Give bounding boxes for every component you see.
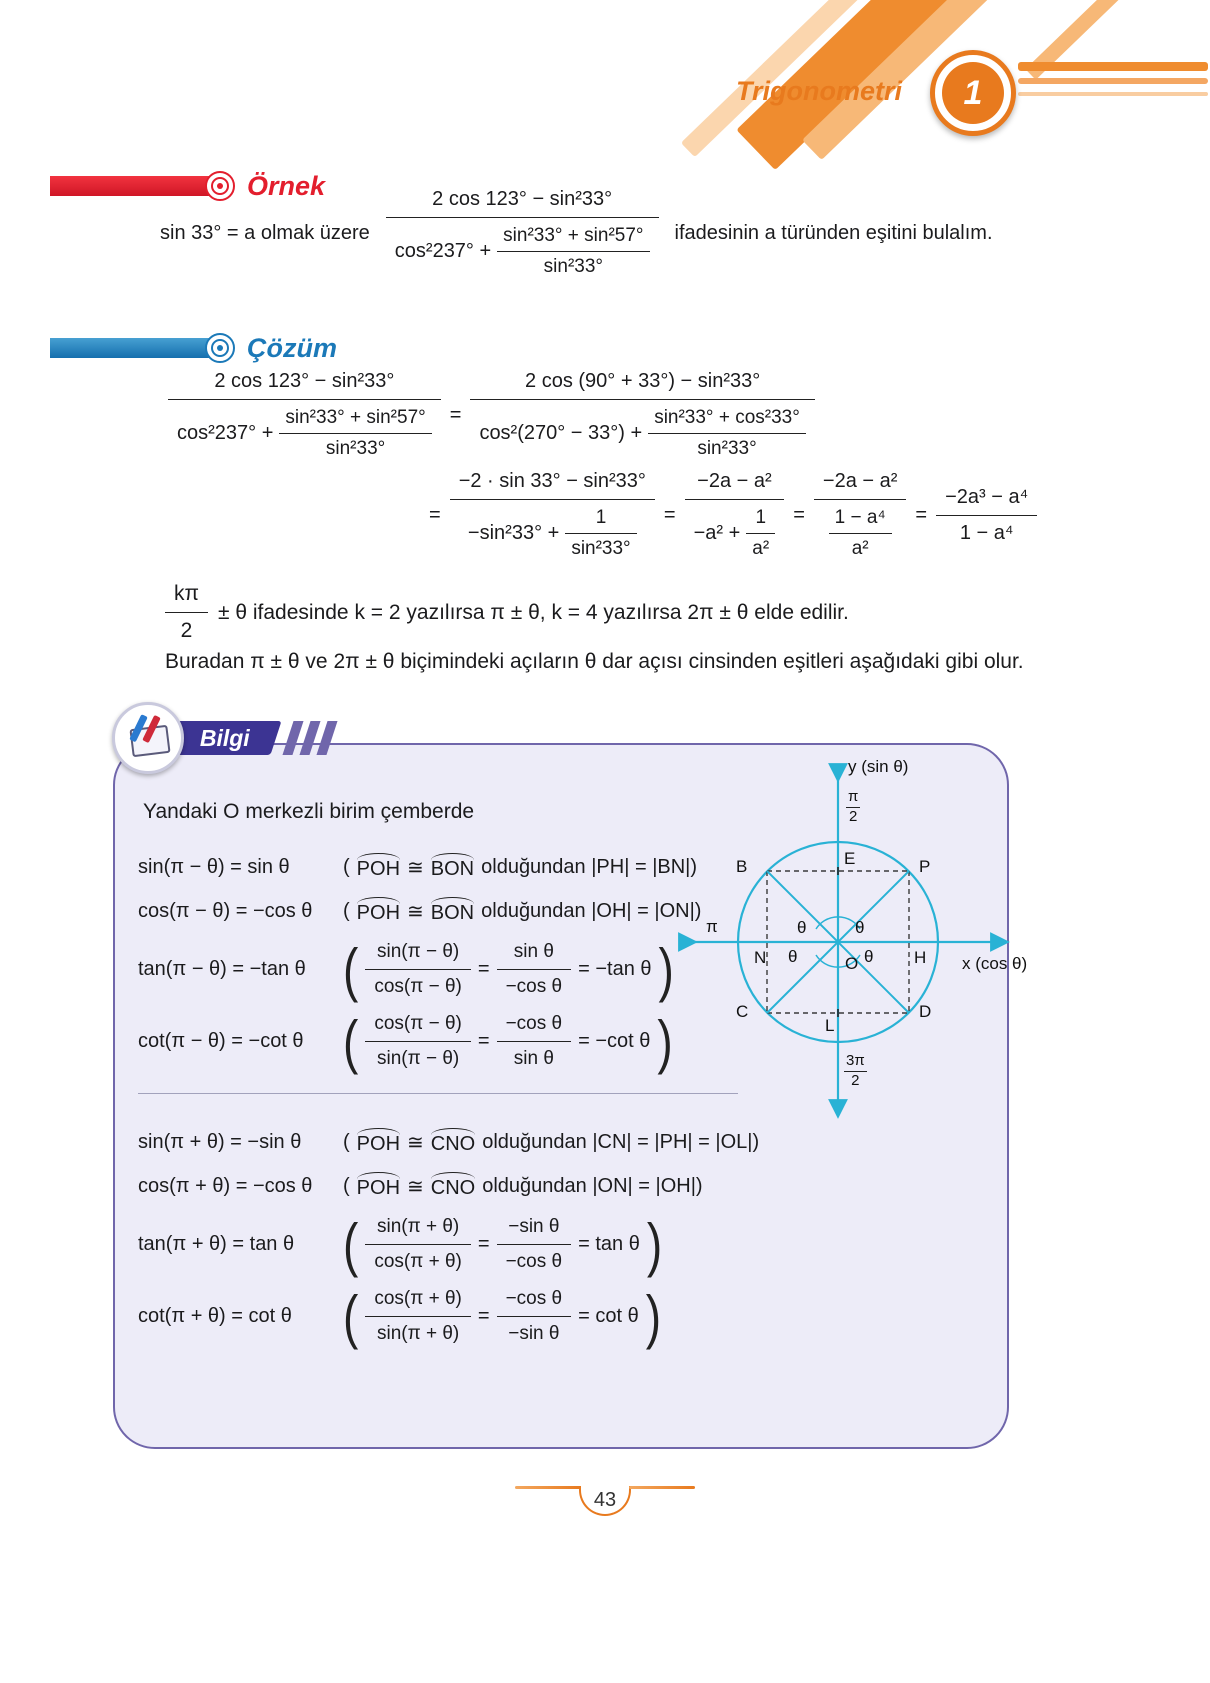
inner-fraction bbox=[829, 506, 892, 561]
inner-fraction bbox=[648, 406, 806, 461]
note-text: olduğundan |CN| = |PH| = |OL|) bbox=[482, 1130, 760, 1153]
congruent-symbol: ≅ bbox=[407, 1131, 424, 1154]
identity-formula: sin(π + θ) = −sin θ bbox=[138, 1130, 302, 1153]
numerator: 1 bbox=[746, 506, 775, 534]
identity-formula: cos(π + θ) = −cos θ bbox=[138, 1174, 313, 1197]
target-icon-dot bbox=[217, 345, 223, 351]
example-fraction bbox=[386, 186, 659, 281]
y-axis-label: y (sin θ) bbox=[848, 757, 909, 776]
equals-sign: = bbox=[915, 504, 928, 526]
equals-sign: = bbox=[477, 957, 490, 980]
denominator: −cos θ bbox=[505, 1250, 563, 1272]
paren: ( bbox=[343, 899, 350, 922]
identity-derivation bbox=[343, 1210, 663, 1278]
note-text: olduğundan |OH| = |ON|) bbox=[481, 899, 702, 922]
numerator: 1 bbox=[565, 506, 636, 534]
cozum-section-header bbox=[50, 330, 337, 366]
arc-angle: BON bbox=[431, 854, 474, 881]
numerator: sin²33° + sin²57° bbox=[497, 224, 649, 252]
kpi-note-text: ± θ ifadesinde k = 2 yazılırsa π ± θ, k = 4 yazılırsa 2π ± θ elde edilir. bbox=[218, 600, 849, 624]
solution-fraction bbox=[936, 484, 1037, 547]
equals-sign: = bbox=[663, 504, 676, 526]
chapter-number: 1 bbox=[942, 62, 1004, 124]
equals-sign: = bbox=[477, 1304, 490, 1327]
paren: ( bbox=[343, 1282, 359, 1350]
paren: ( bbox=[343, 855, 350, 878]
denominator: sin θ bbox=[513, 1047, 554, 1069]
equals-sign: = bbox=[477, 1232, 490, 1255]
conclusion-text: Buradan π ± θ ve 2π ± θ biçimindeki açıların θ dar açısı cinsinden eşitleri aşağıdaki gibi olur. bbox=[165, 650, 1024, 673]
solution-fraction bbox=[168, 368, 441, 463]
paren: ( bbox=[343, 1210, 359, 1278]
solution-line-2 bbox=[420, 468, 1037, 563]
numerator: −2a − a² bbox=[685, 468, 785, 500]
congruent-symbol: ≅ bbox=[407, 1175, 424, 1198]
paren: ) bbox=[657, 1007, 673, 1075]
denominator-prefix: −sin²33° + bbox=[467, 522, 560, 544]
denominator bbox=[386, 218, 659, 281]
theta-label: θ bbox=[864, 947, 874, 966]
numerator: sin²33° + sin²57° bbox=[279, 406, 431, 434]
numerator: −2a − a² bbox=[814, 468, 907, 500]
solution-fraction bbox=[450, 468, 655, 563]
numerator: 2 cos (90° + 33°) − sin²33° bbox=[470, 368, 814, 400]
deco-stripe bbox=[1018, 78, 1208, 84]
solution-fraction bbox=[814, 468, 907, 563]
inner-fraction bbox=[497, 224, 649, 279]
paren: ) bbox=[646, 1210, 663, 1278]
congruent-symbol: ≅ bbox=[407, 900, 424, 923]
numerator: 1 − a⁴ bbox=[829, 506, 892, 534]
denominator: −sin θ bbox=[508, 1322, 560, 1344]
theta-label: θ bbox=[788, 947, 798, 966]
identity-row-cot-pi-plus bbox=[138, 1280, 778, 1352]
point-label-P: P bbox=[919, 857, 931, 876]
note-text: olduğundan |ON| = |OH|) bbox=[482, 1174, 703, 1197]
denominator: sin(π + θ) bbox=[376, 1322, 460, 1344]
identity-row-tan-pi-plus bbox=[138, 1208, 778, 1280]
denominator: −cos θ bbox=[505, 975, 563, 997]
section-label: Çözüm bbox=[247, 332, 337, 363]
note-text: olduğundan |PH| = |BN|) bbox=[481, 855, 698, 878]
three-pi-half-label bbox=[844, 1053, 867, 1089]
denominator: sin²33° bbox=[571, 538, 631, 559]
identity-note bbox=[343, 1173, 703, 1200]
point-label-H: H bbox=[914, 948, 927, 967]
chapter-number-badge bbox=[930, 50, 1016, 136]
solution-fraction bbox=[685, 468, 785, 563]
derivation-result: = tan θ bbox=[578, 1232, 640, 1255]
footer-line bbox=[629, 1486, 695, 1489]
numerator: sin²33° + cos²33° bbox=[648, 406, 806, 434]
paren: ( bbox=[343, 1007, 359, 1075]
arc-angle: POH bbox=[357, 898, 400, 925]
equals-sign: = bbox=[429, 504, 441, 526]
denominator: sin²33° bbox=[697, 438, 757, 459]
bilgi-label: Bilgi bbox=[200, 724, 250, 751]
arc-angle: CNO bbox=[431, 1129, 475, 1156]
equals-sign: = bbox=[449, 404, 462, 426]
point-label-L: L bbox=[825, 1016, 835, 1035]
denominator bbox=[470, 400, 814, 463]
denominator: cos(π − θ) bbox=[374, 975, 462, 997]
denominator: sin(π − θ) bbox=[376, 1047, 460, 1069]
denominator bbox=[450, 500, 655, 563]
equals-sign: = bbox=[793, 504, 805, 526]
page-number-ornament bbox=[515, 1486, 695, 1516]
arc-angle: POH bbox=[357, 854, 400, 881]
numerator: −cos θ bbox=[497, 1011, 572, 1042]
divider bbox=[138, 1093, 738, 1094]
derivation-fraction bbox=[497, 1214, 572, 1275]
inner-fraction bbox=[565, 506, 636, 561]
identity-formula: cot(π − θ) = −cot θ bbox=[138, 1029, 304, 1052]
example-tail: ifadesinin a türünden eşitini bulalım. bbox=[674, 222, 993, 244]
theta-label: θ bbox=[855, 918, 865, 937]
derivation-result: = cot θ bbox=[578, 1304, 639, 1327]
numerator: 3π bbox=[844, 1053, 867, 1072]
derivation-fraction bbox=[365, 1286, 471, 1347]
derivation-fraction bbox=[497, 939, 572, 1000]
footer-line bbox=[515, 1486, 581, 1489]
notebook-icon bbox=[112, 702, 184, 774]
derivation-result: = −tan θ bbox=[578, 957, 652, 980]
denominator: 2 bbox=[851, 1071, 860, 1089]
x-axis-label: x (cos θ) bbox=[962, 954, 1028, 973]
banner-bar bbox=[50, 338, 212, 358]
numerator: sin(π + θ) bbox=[365, 1214, 471, 1245]
pi-label: π bbox=[706, 917, 718, 936]
solution-line-1 bbox=[168, 368, 815, 463]
denominator: cos(π + θ) bbox=[374, 1250, 462, 1272]
paren: ( bbox=[343, 1130, 350, 1153]
target-icon bbox=[205, 333, 235, 363]
paren: ( bbox=[343, 1174, 350, 1197]
example-expression bbox=[160, 186, 993, 281]
denominator bbox=[814, 500, 907, 563]
derivation-fraction bbox=[497, 1011, 572, 1072]
numerator: −2 · sin 33° − sin²33° bbox=[450, 468, 655, 500]
identity-formula: tan(π − θ) = −tan θ bbox=[138, 957, 306, 980]
identity-derivation bbox=[343, 1282, 662, 1350]
arc-angle: BON bbox=[431, 898, 474, 925]
page-number: 43 bbox=[579, 1486, 631, 1516]
section-label: Örnek bbox=[247, 170, 326, 201]
equals-sign: = bbox=[477, 1029, 490, 1052]
denominator: a² bbox=[752, 538, 770, 559]
denominator bbox=[168, 400, 441, 463]
numerator: −cos θ bbox=[497, 1286, 572, 1317]
identity-formula: cot(π + θ) = cot θ bbox=[138, 1304, 292, 1327]
page-footer bbox=[0, 1486, 1210, 1516]
paren: ) bbox=[645, 1282, 662, 1350]
unit-circle-diagram bbox=[678, 757, 1038, 1147]
arc-angle: CNO bbox=[431, 1173, 475, 1200]
point-label-E: E bbox=[844, 849, 856, 868]
theta-label: θ bbox=[797, 918, 807, 937]
identity-derivation bbox=[343, 935, 674, 1003]
ribbon-slashes-icon bbox=[288, 721, 332, 755]
point-label-O: O bbox=[845, 954, 859, 973]
numerator: 2 cos 123° − sin²33° bbox=[386, 186, 659, 218]
identity-derivation bbox=[343, 1007, 673, 1075]
derivation-fraction bbox=[365, 1214, 471, 1275]
numerator: −sin θ bbox=[497, 1214, 572, 1245]
congruent-symbol: ≅ bbox=[407, 856, 424, 879]
pi-half-label bbox=[846, 789, 860, 825]
chapter-title: Trigonometri bbox=[735, 76, 902, 106]
numerator: sin(π − θ) bbox=[365, 939, 471, 970]
inner-fraction bbox=[279, 406, 431, 461]
solution-fraction bbox=[470, 368, 814, 463]
derivation-fraction bbox=[497, 1286, 572, 1347]
inner-fraction bbox=[746, 506, 775, 561]
denominator: 2 bbox=[180, 619, 193, 642]
point-label-B: B bbox=[736, 857, 748, 876]
denominator-prefix: cos²(270° − 33°) + bbox=[479, 422, 643, 444]
derivation-result: = −cot θ bbox=[578, 1029, 651, 1052]
identity-note bbox=[343, 854, 697, 881]
kpi-fraction bbox=[165, 580, 208, 645]
kpi-note bbox=[165, 580, 849, 645]
paren: ) bbox=[658, 935, 674, 1003]
numerator: −2a³ − a⁴ bbox=[936, 484, 1037, 516]
denominator-prefix: cos²237° + bbox=[177, 422, 274, 444]
deco-stripe bbox=[1018, 92, 1208, 96]
numerator: cos(π + θ) bbox=[365, 1286, 471, 1317]
identity-formula: cos(π − θ) = −cos θ bbox=[138, 899, 313, 922]
denominator: sin²33° bbox=[543, 256, 604, 277]
denominator bbox=[685, 500, 785, 563]
identity-note bbox=[343, 898, 701, 925]
deco-stripe bbox=[1018, 62, 1208, 71]
target-icon-ring bbox=[211, 339, 229, 357]
example-lead: sin 33° = a olmak üzere bbox=[160, 222, 370, 244]
numerator: π bbox=[846, 789, 860, 808]
arc-angle: POH bbox=[357, 1129, 400, 1156]
denominator-prefix: −a² + bbox=[693, 522, 741, 544]
point-label-N: N bbox=[754, 948, 767, 967]
numerator: cos(π − θ) bbox=[365, 1011, 471, 1042]
denominator: 2 bbox=[849, 807, 858, 825]
denominator: a² bbox=[851, 538, 869, 559]
arc-angle: POH bbox=[357, 1173, 400, 1200]
numerator: 2 cos 123° − sin²33° bbox=[168, 368, 441, 400]
numerator: sin θ bbox=[497, 939, 572, 970]
point-label-D: D bbox=[919, 1002, 932, 1021]
identity-formula: sin(π − θ) = sin θ bbox=[138, 855, 290, 878]
denominator: 1 − a⁴ bbox=[959, 522, 1014, 544]
info-intro: Yandaki O merkezli birim çemberde bbox=[143, 800, 475, 823]
denominator-prefix: cos²237° + bbox=[394, 240, 492, 262]
bilgi-header bbox=[112, 702, 332, 774]
identity-formula: tan(π + θ) = tan θ bbox=[138, 1232, 295, 1255]
point-label-C: C bbox=[736, 1002, 749, 1021]
derivation-fraction bbox=[365, 1011, 471, 1072]
derivation-fraction bbox=[365, 939, 471, 1000]
identity-row-cos-pi-plus bbox=[138, 1164, 778, 1208]
denominator: sin²33° bbox=[325, 438, 386, 459]
paren: ( bbox=[343, 935, 359, 1003]
numerator: kπ bbox=[165, 580, 208, 613]
